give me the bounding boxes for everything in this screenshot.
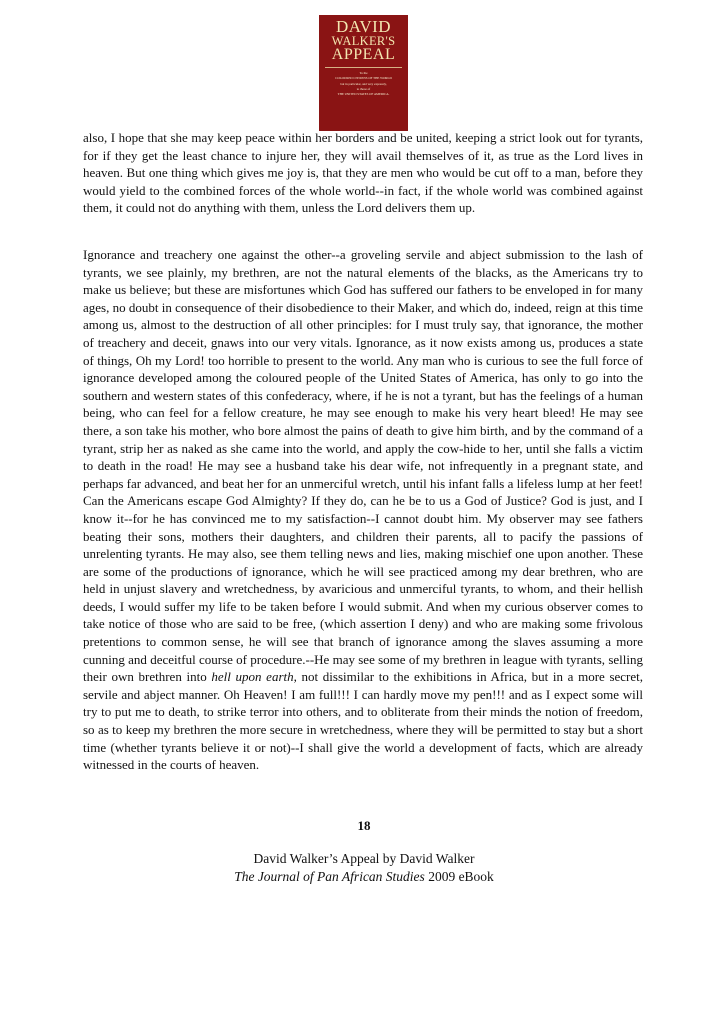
paragraph-2 bbox=[83, 246, 643, 774]
cover-title-walkers: WALKER'S bbox=[331, 34, 396, 48]
footer-title: David Walker’s Appeal by David Walker bbox=[253, 851, 475, 866]
cover-rule bbox=[325, 67, 402, 68]
paragraph-2-part-1: Ignorance and treachery one against the other--a groveling servile and abject submission to the lash of tyrants, we see plainly, my brethren, are not the natural elements of the blacks, as the Americans try to make us believe; but these are misfortunes which God has suffered our fathers to be enveloped in for many ages, no doubt in consequence of their disobedience to their Maker, and which do, indeed, reign at this time among us, almost to the destruction of all other principles: for I must truly say, that ignorance, the mother of treachery and deceit, gnaws into our very vitals. Ignorance, as it now exists among us, produces a state of things, Oh my Lord! too horrible to present to the world. Any man who is curious to see the full force of ignorance developed among the coloured people of the United States of America, has only to go into the southern and western states of this confederacy, where, if he is not a tyrant, but has the feelings of a human being, who can feel for a fellow creature, he may see enough to make his very heart bleed! He may see there, a son take his mother, who bore almost the pains of death to give him birth, and by the command of a tyrant, strip her as naked as she came into the world, and apply the cow-hide to her, until she falls a victim to death in the road! He may see a husband take his dear wife, not infrequently in a pregnant state, and perhaps far advanced, and beat her for an unmerciful wretch, until his infant falls a lifeless lump at her feet! Can the Americans escape God Almighty? If they do, can he be to us a God of Justice? God is just, and I know it--for he has convinced me to my satisfaction--I cannot doubt him. My observer may see fathers beating their sons, mothers their daughters, and children their parents, all to pacify the passions of unrelenting tyrants. He may also, see them telling news and lies, making mischief one upon another. These are some of the productions of ignorance, which he will see practiced among my dear brethren, who are held in unjust slavery and wretchedness, by avaricious and unmerciful tyrants, to whom, and their hellish deeds, I would suffer my life to be taken before I would submit. And when my curious observer comes to take notice of those who are said to be free, (which assertion I deny) and who are making some frivolous pretentions to common sense, he will see that branch of ignorance among the slaves assuming a more cunning and deceitful course of procedure.--He may see some of my brethren in league with tyrants, selling their own brethren into bbox=[83, 247, 643, 685]
paragraph-2-italic: hell upon earth, bbox=[211, 669, 297, 685]
cover-subtitle-4: to those of bbox=[356, 86, 371, 91]
cover-subtitle-5: THE UNITED STATES OF AMERICA. bbox=[337, 92, 390, 97]
book-cover-image bbox=[319, 15, 408, 131]
footer-journal-name: The Journal of Pan African Studies bbox=[234, 869, 425, 884]
cover-title-david: DAVID bbox=[335, 17, 392, 36]
cover-subtitle-3: but in particular, and very expressly, bbox=[340, 81, 387, 86]
page-number: 18 bbox=[357, 818, 371, 833]
cover-title-appeal: APPEAL bbox=[331, 46, 396, 63]
footer-edition: 2009 eBook bbox=[428, 869, 494, 884]
footer-journal-line bbox=[0, 869, 728, 885]
paragraph-2-part-2: not dissimilar to the exhibitions in Africa, but in a more secret, servile and abject manner. Oh Heaven! I am full!!! I can hardly move my pen!!! and as I expect some will try to put me to death, to strike terror into others, and to obliterate from their minds the notion of freedom, so as to keep my brethren the more secure in wretchedness, where they will be permitted to stay but a short time (whether tyrants believe it or not)--I shall give the world a development of facts, which are already witnessed in the courts of heaven. bbox=[83, 669, 644, 773]
cover-subtitle-2: COLOURED CITIZENS OF THE WORLD bbox=[335, 76, 392, 81]
cover-subtitle-1: To the bbox=[359, 71, 368, 75]
paragraph-1: also, I hope that she may keep peace within her borders and be united, keeping a strict look out for tyrants, for if they get the least chance to injure her, they will avail themselves of it, as true as the Lord lives in heaven. But one thing which gives me joy is, that they are men who would be cut off to a man, before they would yield to the combined forces of the whole world--in fact, if the whole world was combined against them, it could not do anything with them, unless the Lord delivers them up. bbox=[83, 130, 643, 216]
